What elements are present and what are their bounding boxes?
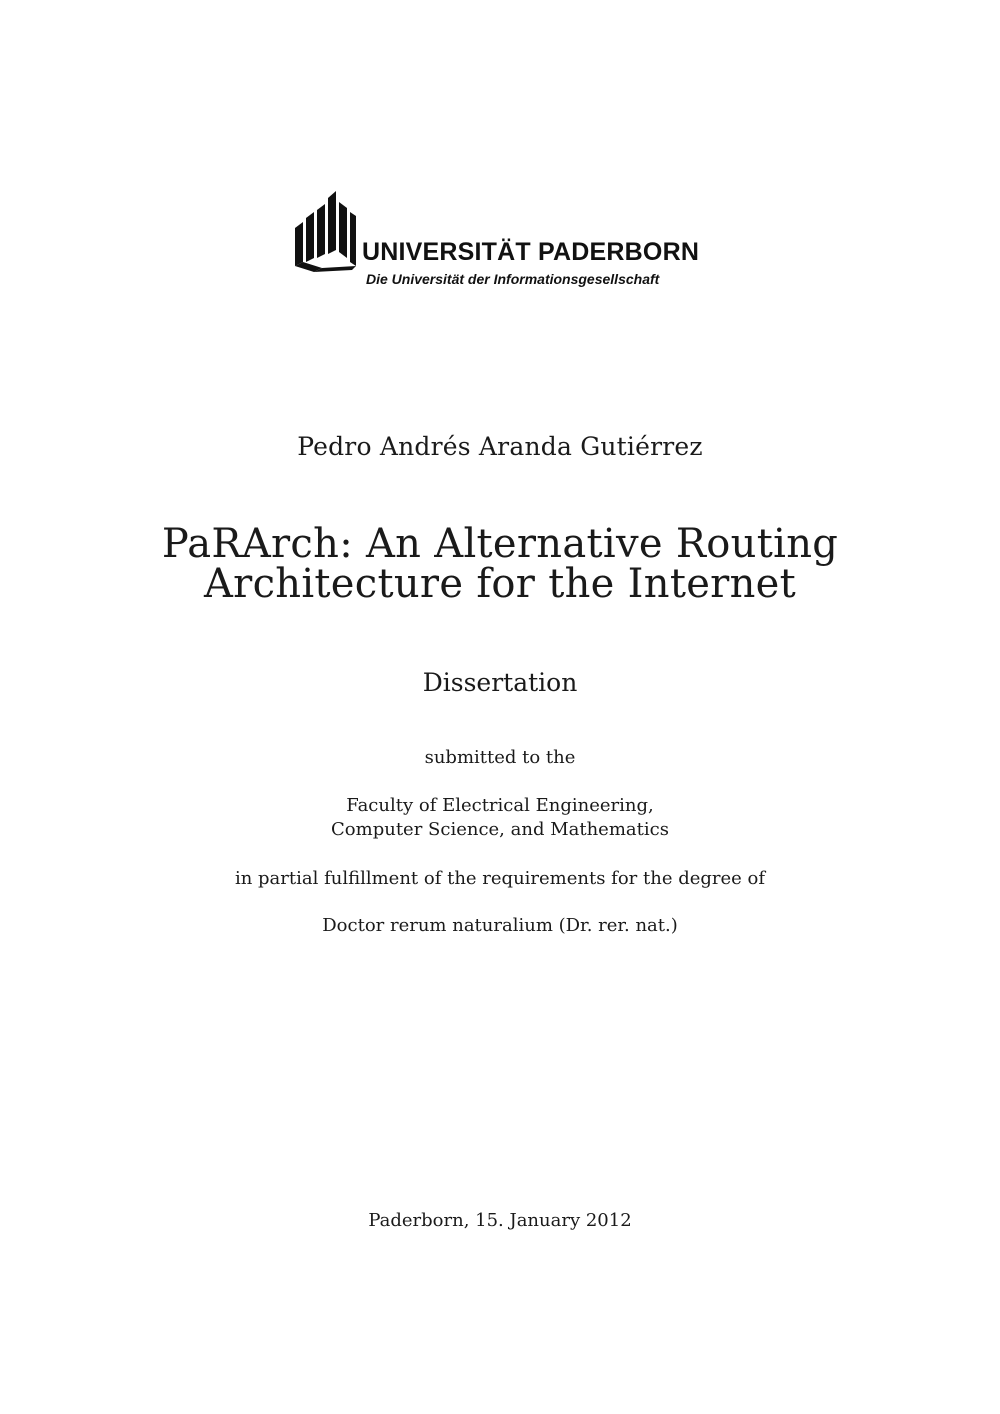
title-line-2: Architecture for the Internet [203, 561, 797, 607]
logo-tagline: Die Universität der Informationsgesellschaft [366, 271, 660, 287]
faculty-line-2: Computer Science, and Mathematics [331, 819, 669, 840]
submitted-to-text: submitted to the [424, 747, 576, 768]
place-and-date: Paderborn, 15. January 2012 [368, 1210, 632, 1231]
author-name: Pedro Andrés Aranda Gutiérrez [297, 432, 703, 461]
university-emblem-icon [292, 188, 362, 278]
degree-text: Doctor rerum naturalium (Dr. rer. nat.) [322, 915, 678, 936]
fulfillment-text: in partial fulfillment of the requirements for the degree of [234, 868, 766, 889]
faculty-line-1: Faculty of Electrical Engineering, [346, 795, 654, 816]
title-line-1: PaRArch: An Alternative Routing [161, 521, 839, 567]
dissertation-title [0, 521, 1000, 607]
document-type: Dissertation [422, 668, 578, 697]
logo-university-name: UNIVERSITÄT PADERBORN [362, 238, 700, 266]
university-logo [292, 188, 700, 292]
